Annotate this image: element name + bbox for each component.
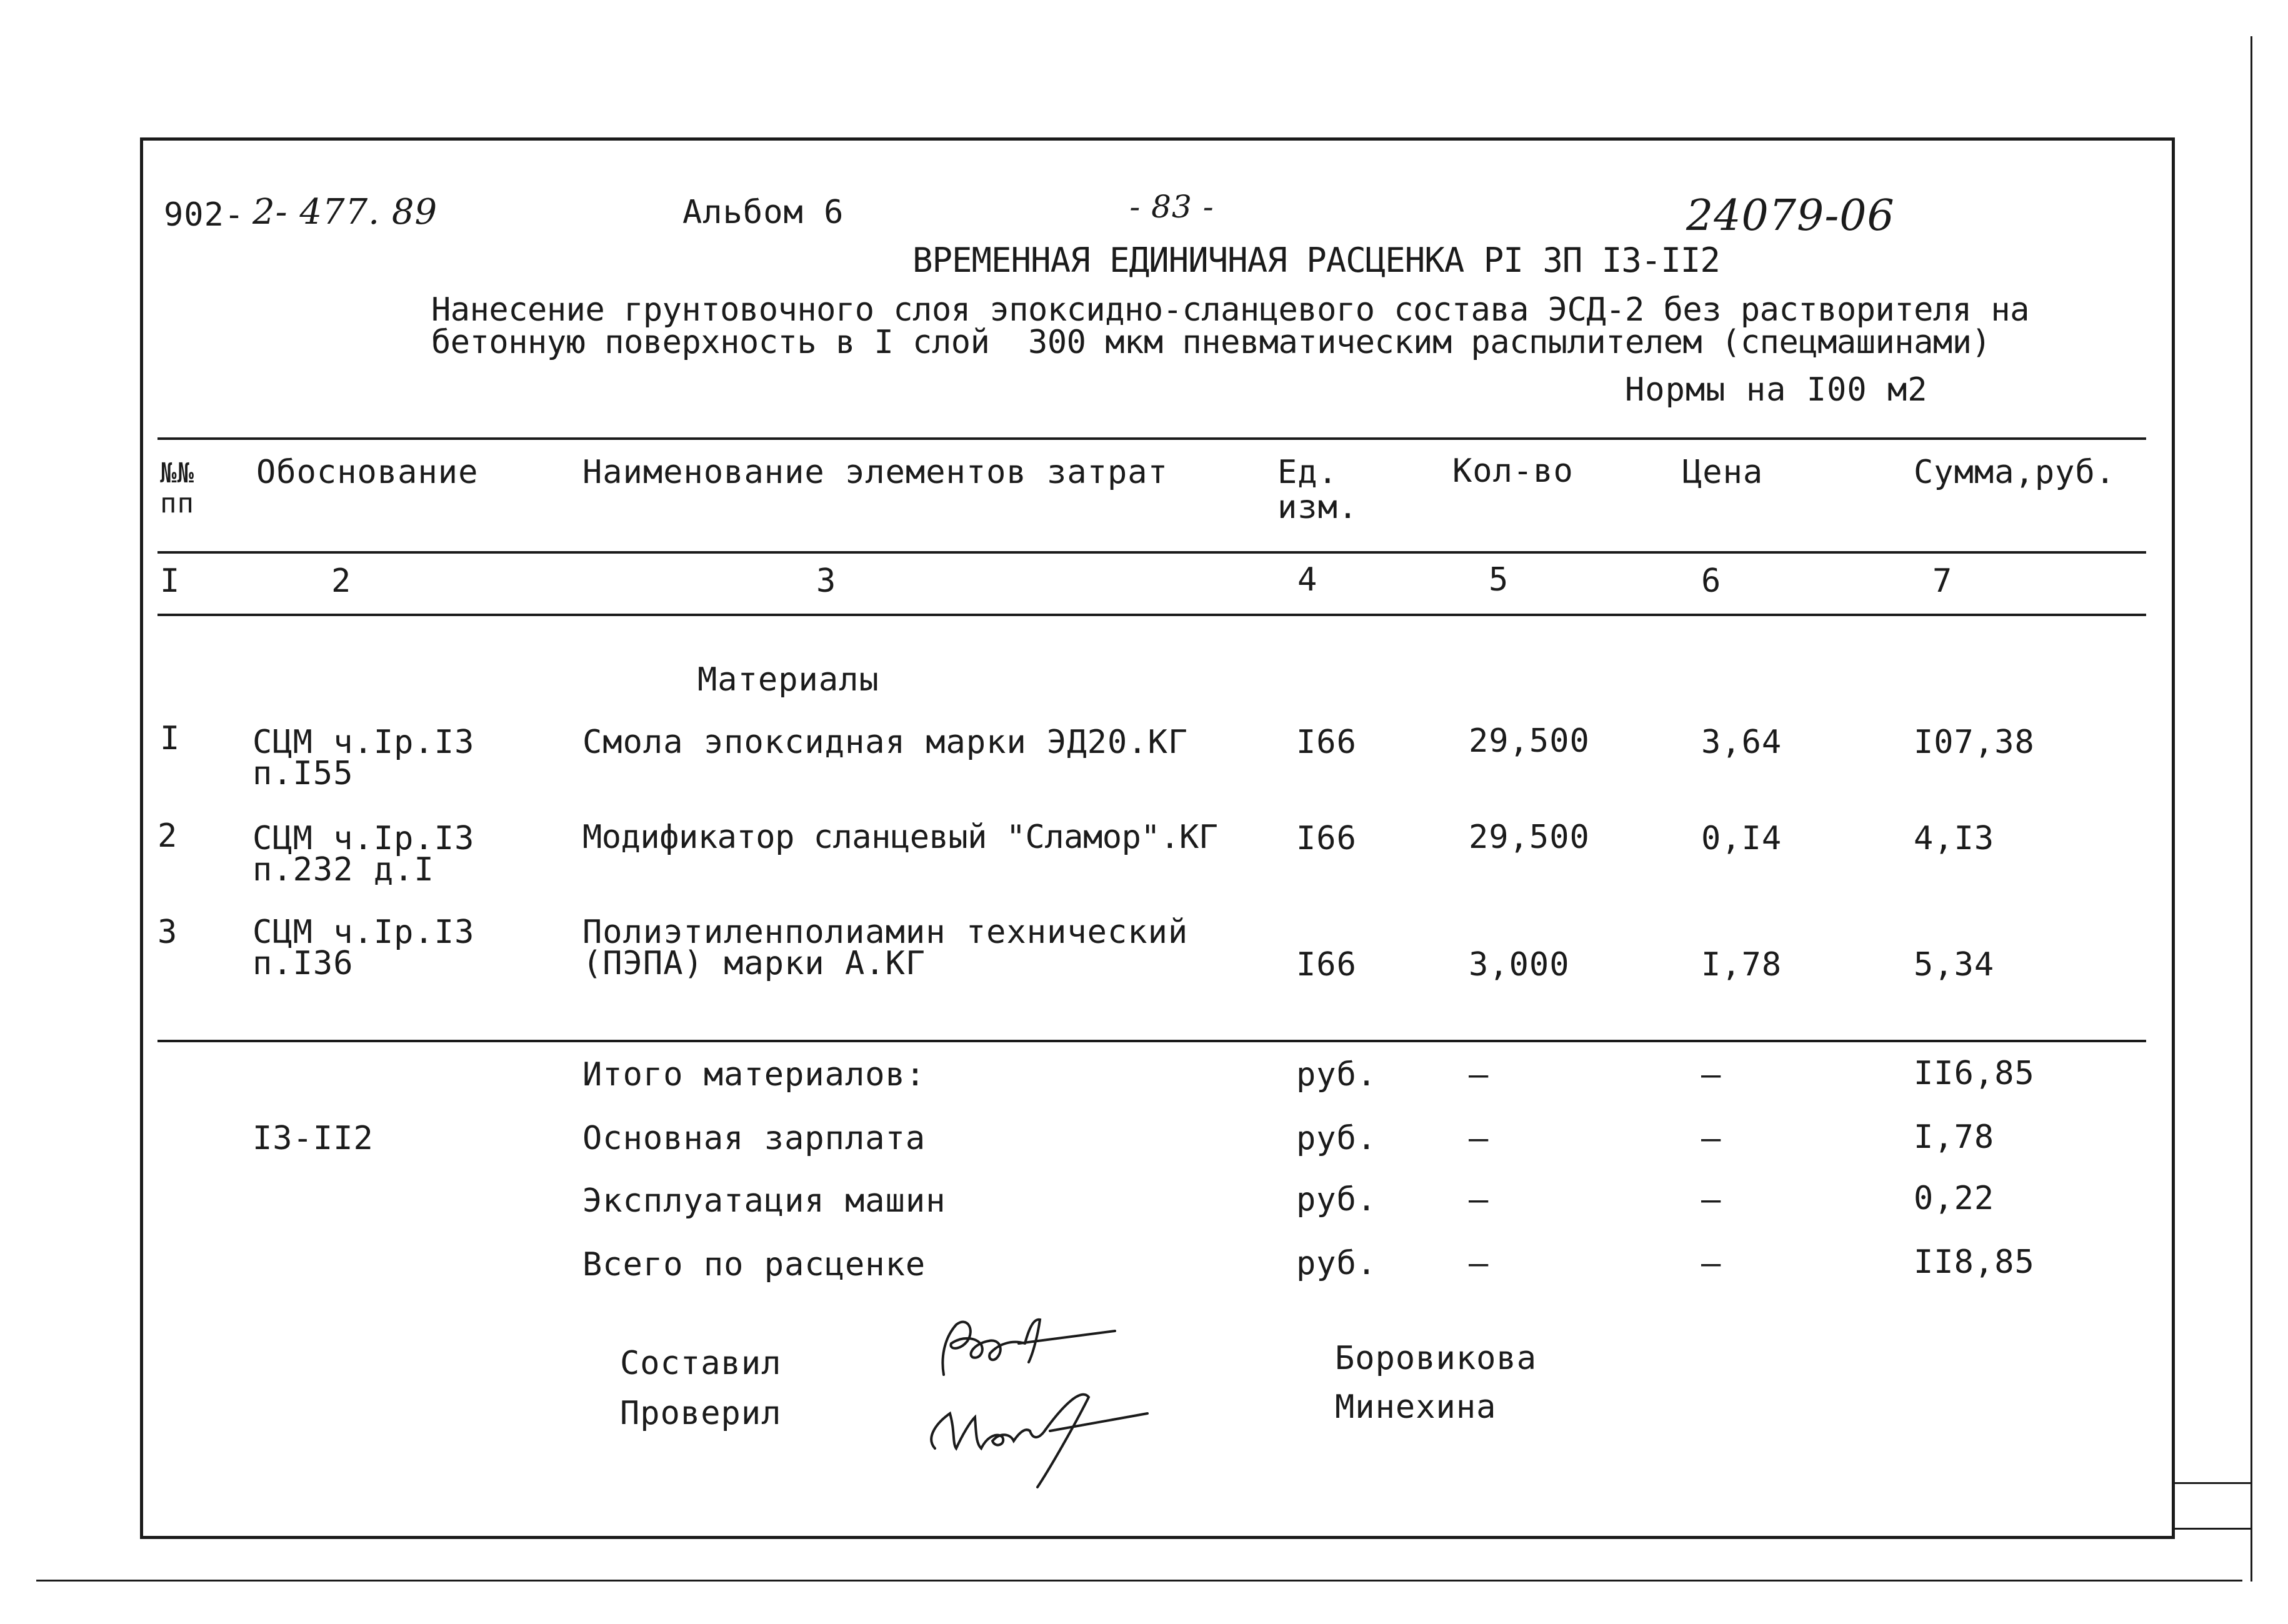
- album-label: Альбом 6: [682, 194, 844, 231]
- row-num: I: [160, 720, 181, 757]
- header-basis: Обоснование: [256, 454, 479, 491]
- total-sum: 0,22: [1914, 1180, 1995, 1217]
- column-number: 5: [1489, 561, 1509, 599]
- norms-label: Нормы на I00 м2: [1625, 371, 1928, 409]
- total-unit: руб.: [1296, 1181, 1377, 1218]
- row-num: 3: [157, 914, 178, 951]
- row-basis-line2: п.I55: [252, 755, 354, 792]
- total-price: –: [1701, 1181, 1722, 1218]
- row-qty: 29,500: [1469, 722, 1590, 760]
- page-number: - 83 -: [1129, 189, 1214, 225]
- total-name: Итого материалов:: [582, 1056, 926, 1093]
- total-qty: –: [1469, 1181, 1489, 1218]
- row-basis-line1: СЦМ ч.Iр.I3: [252, 724, 475, 761]
- row-name-line1: Полиэтиленполиамин технический: [582, 914, 1189, 951]
- row-price: 0,I4: [1701, 820, 1782, 857]
- total-sum: II6,85: [1914, 1055, 2035, 1092]
- column-number: 3: [816, 562, 837, 600]
- header-num-line2: пп: [160, 487, 194, 519]
- row-unit: I66: [1296, 820, 1357, 857]
- header-unit-line1: Ед.: [1277, 454, 1338, 491]
- row-sum: 5,34: [1914, 946, 1995, 984]
- column-number: 7: [1932, 562, 1953, 600]
- header-num-line1: №№: [160, 457, 194, 489]
- header-price: Цена: [1682, 454, 1764, 491]
- total-qty: –: [1469, 1056, 1489, 1093]
- total-name: Эксплуатация машин: [582, 1182, 946, 1220]
- total-price: –: [1701, 1056, 1722, 1093]
- header-name: Наименование элементов затрат: [582, 454, 1168, 491]
- row-unit: I66: [1296, 946, 1357, 984]
- rate-title: ВРЕМЕННАЯ ЕДИНИЧНАЯ РАСЦЕНКА РI ЗП I3-II2: [912, 241, 1720, 280]
- section-title-materials: Материалы: [697, 661, 879, 699]
- header-sum: Сумма,руб.: [1914, 454, 2116, 491]
- row-sum: 4,I3: [1914, 820, 1995, 857]
- total-qty: –: [1469, 1120, 1489, 1157]
- row-basis-line2: п.232 д.I: [252, 851, 434, 889]
- total-unit: руб.: [1296, 1245, 1377, 1282]
- project-prefix: 902-: [164, 196, 245, 234]
- description-line-1: Нанесение грунтовочного слоя эпоксидно-сланцевого состава ЭСД-2 без растворителя на: [431, 291, 2029, 329]
- header-qty: Кол-во: [1452, 452, 1574, 490]
- compiled-label: Составил: [620, 1345, 782, 1382]
- total-unit: руб.: [1296, 1120, 1377, 1157]
- row-basis-line1: СЦМ ч.Iр.I3: [252, 914, 475, 951]
- column-number: 4: [1297, 561, 1318, 599]
- row-basis-line2: п.I36: [252, 945, 354, 982]
- row-price: 3,64: [1701, 724, 1782, 761]
- compiled-name: Боровикова: [1335, 1340, 1537, 1377]
- row-unit: I66: [1296, 724, 1357, 761]
- checked-signature-stroke: [931, 1395, 1147, 1487]
- total-price: –: [1701, 1245, 1722, 1282]
- row-num: 2: [157, 817, 178, 855]
- total-basis: I3-II2: [252, 1120, 374, 1157]
- document-code: 24079-06: [1686, 191, 1895, 241]
- row-qty: 3,000: [1469, 946, 1570, 984]
- row-name-line2: (ПЭПА) марки А.КГ: [582, 945, 926, 982]
- row-price: I,78: [1701, 946, 1782, 984]
- total-price: –: [1701, 1120, 1722, 1157]
- total-sum: II8,85: [1914, 1243, 2035, 1281]
- total-name: Основная зарплата: [582, 1120, 926, 1157]
- total-name: Всего по расценке: [582, 1246, 926, 1283]
- column-number: 6: [1701, 562, 1722, 600]
- total-sum: I,78: [1914, 1118, 1995, 1156]
- project-number-handwritten: 2- 477. 89: [252, 192, 438, 232]
- total-qty: –: [1469, 1245, 1489, 1282]
- description-line-2: бетонную поверхность в I слой 300 мкм пневматическим распылителем (спецмашинами): [431, 324, 1991, 361]
- checked-name: Минехина: [1335, 1388, 1497, 1426]
- column-number: 2: [331, 562, 352, 600]
- row-basis-line1: СЦМ ч.Iр.I3: [252, 820, 475, 857]
- header-unit-line2: изм.: [1277, 489, 1359, 526]
- total-unit: руб.: [1296, 1056, 1377, 1093]
- row-qty: 29,500: [1469, 819, 1590, 856]
- row-name-line1: Смола эпоксидная марки ЭД20.КГ: [582, 724, 1189, 761]
- checked-label: Проверил: [620, 1395, 782, 1432]
- row-sum: I07,38: [1914, 724, 2035, 761]
- column-number: I: [160, 562, 181, 600]
- row-name-line1: Модификатор сланцевый "Сламор".КГ: [582, 819, 1218, 856]
